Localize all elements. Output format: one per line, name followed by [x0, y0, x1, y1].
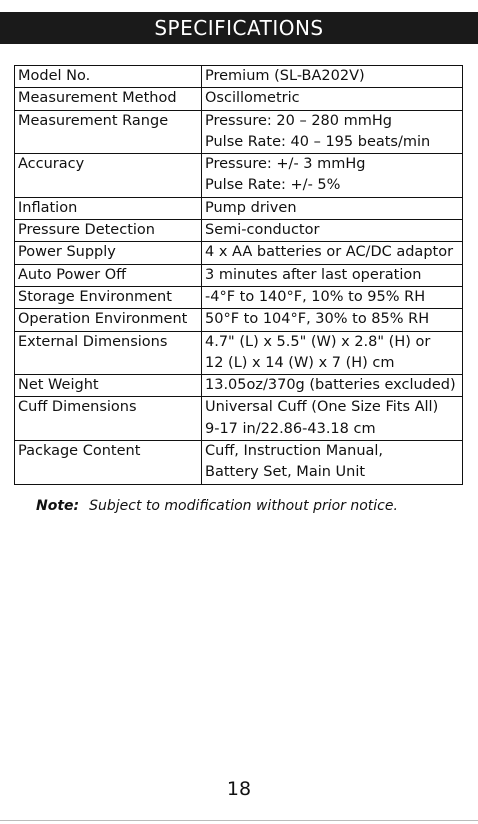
spec-value-cell [202, 397, 463, 441]
spec-value: 9-17 in/22.86-43.18 cm [205, 420, 376, 437]
spec-value: 4 x AA batteries or AC/DC adaptor [205, 244, 454, 261]
spec-value-cell [202, 286, 463, 308]
spec-value-cell [202, 331, 463, 375]
spec-value: 13.05oz/370g (batteries excluded) [205, 377, 456, 394]
table-row [15, 286, 463, 308]
spec-value: Universal Cuff (One Size Fits All) [205, 399, 439, 416]
table-row [15, 88, 463, 110]
table-row [15, 375, 463, 397]
spec-value-cell [202, 264, 463, 286]
spec-label: Cuff Dimensions [15, 397, 202, 441]
spec-value: 50°F to 104°F, 30% to 85% RH [205, 311, 430, 328]
spec-label: Package Content [15, 441, 202, 485]
spec-label: Accuracy [15, 154, 202, 198]
spec-label: Operation Environment [15, 309, 202, 331]
spec-value-cell [202, 220, 463, 242]
table-row [15, 220, 463, 242]
spec-value: 4.7" (L) x 5.5" (W) x 2.8" (H) or [205, 333, 431, 350]
spec-value: 12 (L) x 14 (W) x 7 (H) cm [205, 354, 395, 371]
spec-label: External Dimensions [15, 331, 202, 375]
spec-value: 3 minutes after last operation [205, 266, 422, 283]
spec-label: Net Weight [15, 375, 202, 397]
table-row [15, 397, 463, 441]
spec-value: Pump driven [205, 199, 297, 216]
table-row [15, 309, 463, 331]
spec-value: Pressure: 20 – 280 mmHg [205, 112, 392, 129]
spec-label: Model No. [15, 66, 202, 88]
spec-value-cell [202, 375, 463, 397]
spec-label: Inflation [15, 197, 202, 219]
spec-value-cell [202, 154, 463, 198]
spec-value-cell [202, 197, 463, 219]
spec-value: -4°F to 140°F, 10% to 95% RH [205, 288, 426, 305]
spec-value: Cuff, Instruction Manual, [205, 443, 384, 460]
table-row [15, 110, 463, 154]
table-row [15, 441, 463, 485]
spec-value-cell [202, 309, 463, 331]
page-number: 18 [226, 778, 252, 800]
spec-value: Oscillometric [205, 90, 300, 107]
spec-label: Auto Power Off [15, 264, 202, 286]
table-row [15, 242, 463, 264]
spec-value: Battery Set, Main Unit [205, 464, 366, 481]
spec-label: Storage Environment [15, 286, 202, 308]
spec-value: Pulse Rate: 40 – 195 beats/min [205, 133, 431, 150]
spec-label: Pressure Detection [15, 220, 202, 242]
note-label: Note: [36, 498, 80, 514]
spec-value: Pressure: +/- 3 mmHg [205, 156, 366, 173]
spec-value: Premium (SL-BA202V) [205, 68, 365, 84]
spec-value-cell [202, 110, 463, 154]
spec-value-cell [202, 88, 463, 110]
specifications-table-body [15, 66, 463, 485]
specifications-table [14, 65, 463, 485]
table-row [15, 154, 463, 198]
table-row [15, 197, 463, 219]
table-row [15, 264, 463, 286]
spec-value-cell [202, 441, 463, 485]
footer-divider [0, 820, 478, 821]
spec-value: Semi-conductor [205, 222, 320, 239]
table-row [15, 66, 463, 88]
table-row [15, 331, 463, 375]
note-text: Subject to modification without prior notice. [89, 498, 398, 514]
spec-label: Power Supply [15, 242, 202, 264]
spec-value-cell [202, 66, 463, 88]
spec-value: Pulse Rate: +/- 5% [205, 177, 341, 194]
spec-label: Measurement Range [15, 110, 202, 154]
spec-label: Measurement Method [15, 88, 202, 110]
note [36, 498, 398, 514]
section-title: SPECIFICATIONS [154, 16, 324, 40]
page-header [0, 12, 478, 44]
spec-value-cell [202, 242, 463, 264]
